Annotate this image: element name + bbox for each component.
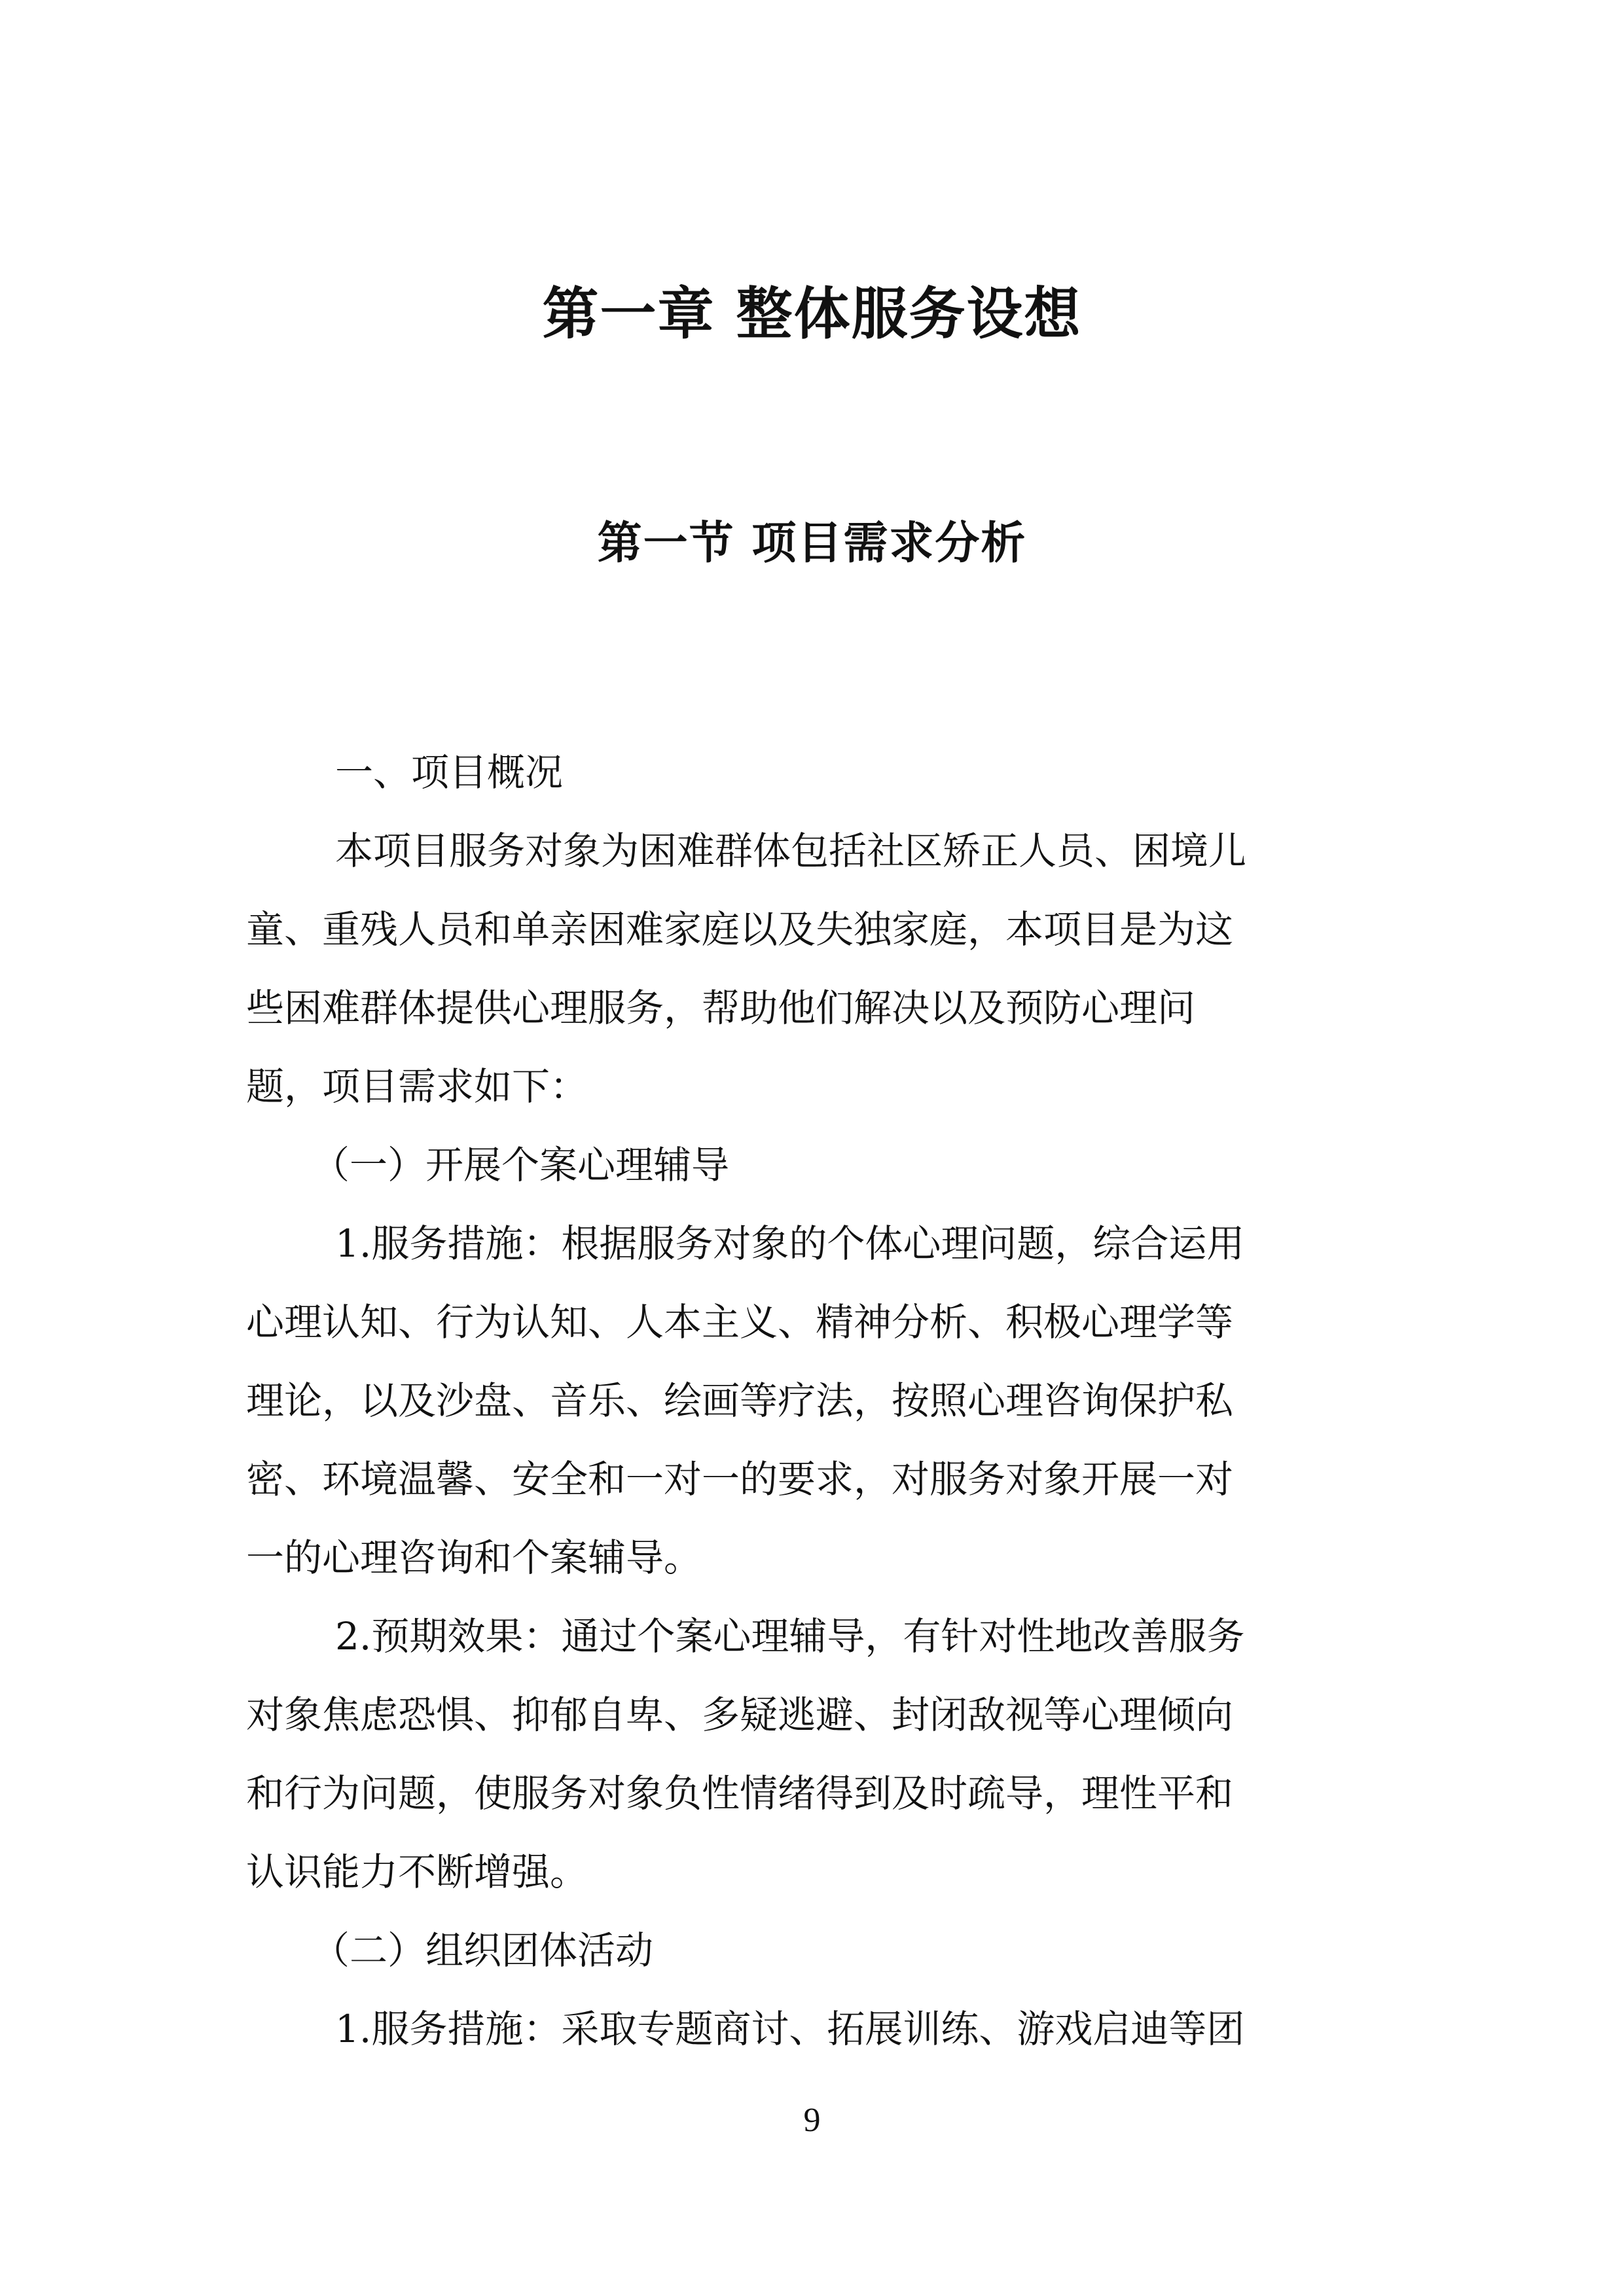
paragraph-line: 2.预期效果：通过个案心理辅导，有针对性地改善服务 <box>335 1614 1245 1659</box>
paragraph-line: 和行为问题，使服务对象负性情绪得到及时疏导，理性平和 <box>246 1771 1234 1816</box>
paragraph-line: 1.服务措施：根据服务对象的个体心理问题，综合运用 <box>335 1221 1245 1266</box>
heading-project-overview: 一、项目概况 <box>335 750 564 795</box>
paragraph-line: 密、环境温馨、安全和一对一的要求，对服务对象开展一对 <box>246 1457 1234 1501</box>
subheading-individual-counseling: （一）开展个案心理辅导 <box>312 1143 730 1187</box>
section-title: 第一节 项目需求分析 <box>597 517 1027 569</box>
subheading-group-activities: （二）组织团体活动 <box>312 1928 654 1973</box>
page-number: 9 <box>803 2102 821 2139</box>
paragraph-line: 认识能力不断增强。 <box>246 1850 588 1894</box>
paragraph-line: 些困难群体提供心理服务，帮助他们解决以及预防心理问 <box>246 986 1196 1030</box>
paragraph-line: 童、重残人员和单亲困难家庭以及失独家庭，本项目是为这 <box>246 907 1234 952</box>
paragraph-line: 一的心理咨询和个案辅导。 <box>246 1535 702 1580</box>
paragraph-line: 对象焦虑恐惧、抑郁自卑、多疑逃避、封闭敌视等心理倾向 <box>246 1693 1234 1737</box>
paragraph-line: 题，项目需求如下： <box>246 1064 588 1109</box>
paragraph-line: 本项目服务对象为困难群体包括社区矫正人员、困境儿 <box>335 829 1247 873</box>
chapter-title: 第一章 整体服务设想 <box>542 281 1082 347</box>
paragraph-line: 理论，以及沙盘、音乐、绘画等疗法，按照心理咨询保护私 <box>246 1378 1234 1423</box>
paragraph-line: 心理认知、行为认知、人本主义、精神分析、积极心理学等 <box>246 1300 1234 1344</box>
paragraph-line: 1.服务措施：采取专题商讨、拓展训练、游戏启迪等团 <box>335 2007 1245 2051</box>
body-text <box>246 733 1379 2068</box>
